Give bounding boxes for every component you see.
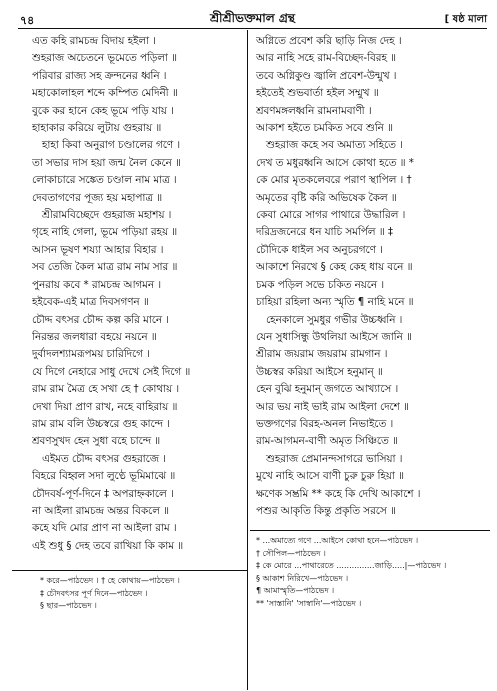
verse-line: এই শুধু § দেহ তবে রাখিয়া কি কাম ॥ <box>32 539 184 552</box>
verse-line: যে দিগে নেহারে সাধু দেখে সেই দিগে ॥ <box>32 365 191 378</box>
verse-line: গৃহে নাহি গেলা, ভূমে পড়িয়া রহয় ॥ <box>32 226 178 239</box>
verse-line: আর নাহি সহে রাম-বিচ্ছেদ-বিরহ ॥ <box>256 52 396 65</box>
verse-line: বুকে কর হানে কেহ ভূমে পড়ি যায় । <box>32 104 174 117</box>
verse-line: অগ্নিতে প্রবেশ করি ছাড়ি নিজ দেহ । <box>256 35 402 47</box>
verse-line: হাহাকার করিয়ে লুটায় গুহরায় ॥ <box>32 122 162 135</box>
verse-line: তা সভার দাস হয়া জন্ম নৈল কেনে ॥ <box>32 156 181 169</box>
right-footnotes <box>256 535 488 610</box>
verse-line: মহাকোলাহল শব্দে কম্পিত মেদিনী ॥ <box>32 87 178 100</box>
verse-line: দেখা দিয়া প্রাণ রাখ, নহে বাহিরায় ॥ <box>32 400 178 413</box>
verse-line: পশুর আকৃতি কিন্তু প্রকৃতি সরসে ॥ <box>256 504 396 517</box>
verse-line: ভক্তগণের বিরহ-অনল নিভাইতে । <box>256 417 394 430</box>
verse-line: কেবা মোরে সাগর পাথারে উদ্ধারিল । <box>256 209 406 222</box>
verse-line: মুখে নাহি আসে বাণী চুরু চুরু হিয়া ॥ <box>256 470 405 483</box>
verse-line: পরিবার রাজ্য সহ ক্রন্দনের ধ্বনি । <box>32 69 167 82</box>
footnote: † সৌপিল—পাঠভেদ । <box>256 548 326 558</box>
footnote: ** 'সাস্তানি' 'সাস্বানি'—পাঠভেদ । <box>256 598 362 608</box>
verse-line: না আইলা রামচন্দ্র অন্তর বিকলে ॥ <box>32 504 169 517</box>
verse-line: চৌদ্দ বৎসর চৌদ্দ কল্প করি মানে । <box>32 313 169 326</box>
verse-line: শুহরাজ অচেতনে ভূমেতে পড়িলা ॥ <box>32 52 178 65</box>
verse-line: তবে অগ্নিকুণ্ড জ্বালি প্রবেশ-উন্মুখ । <box>256 69 397 82</box>
verse-line: শ্রীরাম জয়রাম জয়রাম রামগান । <box>256 348 388 361</box>
verse-line: অমৃতের বৃষ্টি করি অভিষেক কৈল ॥ <box>256 191 397 204</box>
verse-line: চৌদিকে ধাইল সব অনুচরগণে । <box>256 243 383 256</box>
verse-line: উচ্চস্বর করিয়া আইসে হনুমান্ ॥ <box>256 365 383 378</box>
footnote: § ছার—পাঠভেদ । <box>40 601 97 610</box>
page-number: ৭৪ <box>20 14 35 27</box>
verse-line: শ্রীরামবিচ্ছেদে গুহরাজ মহাশয় । <box>42 209 172 222</box>
verse-line: নিরন্তর জলধারা বহয়ে নয়নে ॥ <box>32 330 157 343</box>
verse-line: হাহা কিবা অনুরাগ চণ্ডালের গণে । <box>42 139 181 152</box>
right-footnote-rule <box>250 530 490 531</box>
verse-line: রাম রাম বলি উচ্চস্বরে গুহ কান্দে । <box>32 417 170 430</box>
verse-line: হেন বুঝি হনুমান্ জগতে আখ্যাসে । <box>256 383 399 396</box>
footnote: ‡ চৌদবৎসর পূর্ণ দিনে—পাঠভেদ । <box>40 588 148 598</box>
left-footnote-rule <box>12 570 247 571</box>
verse-line: লোকাচারে সঙ্কেত চণ্ডাল নাম মাত্র । <box>32 174 177 187</box>
verse-line: হেনকালে সুমধুর গভীর উচ্চধ্বনি । <box>266 313 403 326</box>
footnote: * ...অমাত্যে গণে ...আইসে কোথা হনে—পাঠভেদ । <box>256 536 419 545</box>
verse-line: চৌদবর্ষ-পূর্ণ-দিনে ‡ অপরাহ্নকালে । <box>32 487 174 500</box>
footnote: § আকাশ নিরিখে—পাঠভেদ । <box>256 573 349 583</box>
verse-line: চমক পড়িল সভে চকিত নয়নে । <box>256 278 385 291</box>
verse-line: যেন সুধাসিন্ধু উথলিয়া আইসে জানি ॥ <box>256 330 412 343</box>
page-header <box>18 8 487 30</box>
verse-line: কহে যদি মোর প্রাণ না আইলা রাম । <box>32 522 177 535</box>
verse-line: এইমত চৌদ্দ বৎসর গুহরাজে । <box>42 452 166 465</box>
verse-line: ক্ষণেক সম্ভ্রমি ** কহে কি দেখি আকাশে । <box>256 487 421 500</box>
verse-line: হইতেই শুভবার্তা হইল সম্মুখ ॥ <box>256 87 379 100</box>
verse-line: শুহরাজ প্রেমানন্দসাগরে ভাসিয়া । <box>266 452 403 465</box>
verse-line: বিহরে বিহ্বল সদা লুণ্ঠে ভূমিমাঝে ॥ <box>32 470 176 483</box>
left-footnotes <box>40 575 245 613</box>
column-divider <box>247 30 248 690</box>
verse-line: আসন ভূষণ শয্যা আহার বিহার । <box>32 243 164 256</box>
section-label: [ ষষ্ঠ মালা <box>444 14 487 25</box>
verse-line: রাম রাম মৈত্র হে সখা হে † কোথায় । <box>32 383 180 396</box>
verse-line: আকাশ হইতে চমকিত সবে শুনি ॥ <box>256 122 393 135</box>
verse-line: দেবতাগণের পূজ্য হয় মহাপাত্র ॥ <box>32 191 163 204</box>
verse-line: শ্রবণসুখদ হেন সুধা বহে চান্দে ॥ <box>32 435 161 448</box>
verse-line: চাহিয়া রহিলা অন্য স্মৃতি ¶ নাহি মনে ॥ <box>256 296 414 309</box>
verse-line: এত কহি রামচন্দ্র বিদায় হইলা । <box>32 35 156 47</box>
verse-line: আকাশে নিরখে § কেহ কেহ ধায় বনে ॥ <box>256 261 413 274</box>
verse-line: শ্রবণমঙ্গলধ্বনি রামনামবাণী । <box>256 104 372 117</box>
footnote: * করে—পাঠভেদ । † হে কোথায়—পাঠভেদ । <box>40 576 180 585</box>
verse-line: দরিদ্রজনেরে ধন যাচি সমর্পিল ॥ ‡ <box>256 226 393 239</box>
verse-line: সব তেজি কৈল মাত্র রাম নাম সার ॥ <box>32 261 178 274</box>
verse-line: শুহরাজ কহে সব অমাত্য সহিতে । <box>266 139 403 152</box>
book-title: শ্রীশ্রীভক্তমাল গ্রন্থ <box>210 11 295 25</box>
verse-line: কে মোর মৃতকলেবরে পরাণ স্থাপিল । † <box>256 174 412 187</box>
verse-line: দুর্বাদলশ্যামরূপময় চারিদিগে । <box>32 348 150 361</box>
right-verse-column <box>256 33 488 520</box>
verse-line: রাম-আগমন-বাণী অমৃত সিঞ্চিতে ॥ <box>256 435 398 448</box>
verse-line: দেখ ত মধুরধ্বনি আসে কোথা হতে ॥ * <box>256 156 414 169</box>
verse-line: আর ভয় নাই ভাই রাম আইলা দেশে ॥ <box>256 400 409 413</box>
header-rule <box>18 28 487 29</box>
verse-line: পুনরায় কবে * রামচন্দ্র আগমন । <box>32 278 161 291</box>
left-verse-column <box>32 33 244 555</box>
verse-line: হইবেক-এই মাত্র দিবসগণন ॥ <box>32 296 149 309</box>
footnote: ¶ আমাস্মৃতি—পাঠভেদ । <box>256 586 335 595</box>
footnote: ‡ কে মোরে ...পাথারেতে ...............জাড়ি.....|—পাঠভেদ । <box>256 561 447 570</box>
